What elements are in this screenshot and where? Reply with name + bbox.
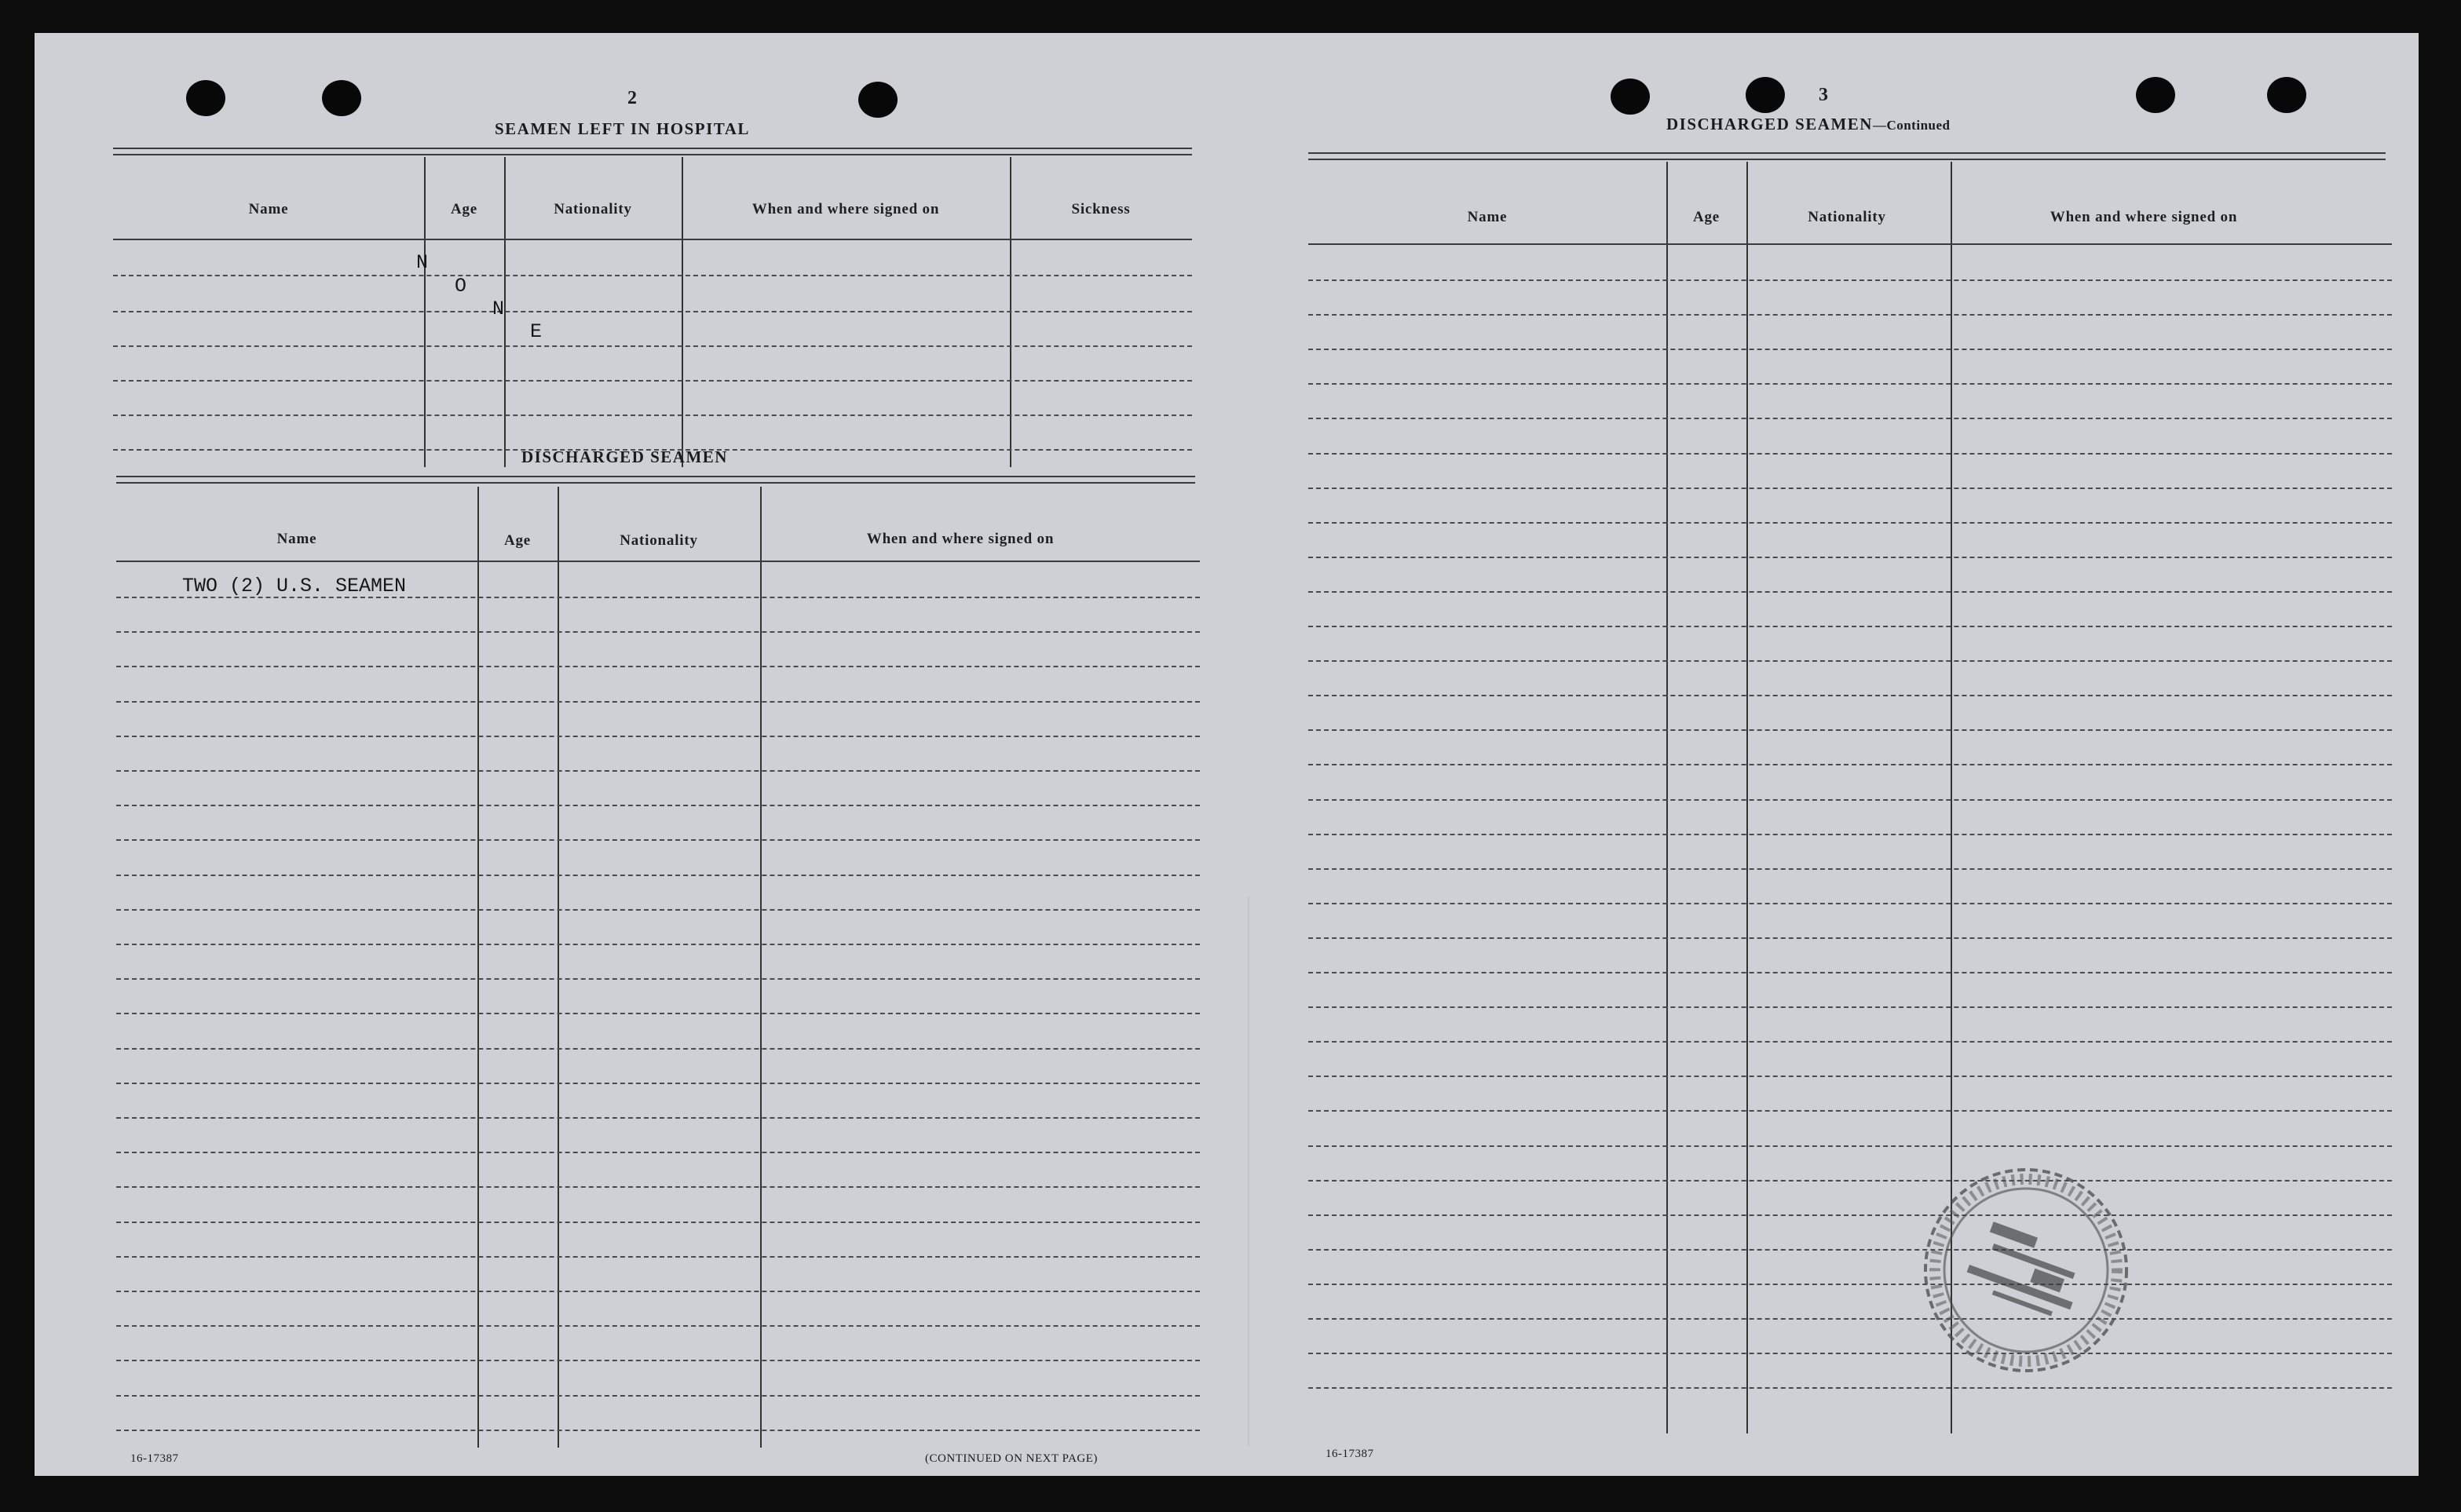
row-line (1308, 1076, 2392, 1077)
row-line (1308, 626, 2392, 627)
row-line (116, 1083, 1200, 1084)
title-rule (113, 148, 1192, 155)
row-line (116, 770, 1200, 772)
column-header-age: Age (503, 532, 532, 549)
row-line (1308, 660, 2392, 662)
title-rule (116, 476, 1195, 484)
row-line (116, 666, 1200, 667)
row-line (1308, 1041, 2392, 1043)
typed-letter: O (455, 275, 467, 298)
row-line (116, 839, 1200, 841)
row-line (116, 978, 1200, 980)
row-line (1308, 591, 2392, 593)
hospital-table (113, 157, 1192, 467)
row-line (1308, 764, 2392, 765)
row-line (116, 1256, 1200, 1258)
title-main: DISCHARGED SEAMEN (1666, 115, 1873, 133)
row-line (116, 1013, 1200, 1014)
row-line (1308, 972, 2392, 973)
column-header-age: Age (1692, 209, 1721, 225)
discharged-continued-table (1308, 162, 2392, 1433)
row-line (116, 1117, 1200, 1119)
header-rule (1308, 243, 2392, 245)
title-rule (1308, 152, 2386, 160)
document-sheet (35, 33, 2419, 1476)
row-line (1308, 1318, 2392, 1320)
row-line (116, 631, 1200, 633)
header-rule (113, 239, 1192, 240)
typed-letter: N (416, 251, 429, 274)
column-header-signed-on: When and where signed on (751, 201, 940, 217)
row-line (1308, 1353, 2392, 1354)
column-header-age: Age (450, 201, 478, 217)
page-number: 3 (1819, 85, 1828, 105)
row-line (1308, 279, 2392, 281)
column-header-name: Name (276, 531, 317, 547)
row-line (1308, 1180, 2392, 1181)
row-line (113, 275, 1192, 276)
row-line (1308, 834, 2392, 835)
column-header-name: Name (1467, 209, 1508, 225)
row-line (1308, 868, 2392, 870)
row-line (116, 1360, 1200, 1361)
row-line (116, 1325, 1200, 1327)
row-line (116, 1291, 1200, 1292)
column-header-sickness: Sickness (1071, 201, 1131, 217)
row-line (1308, 903, 2392, 904)
row-line (116, 805, 1200, 806)
column-header-nationality: Nationality (554, 201, 632, 217)
row-line (113, 345, 1192, 347)
punch-hole (322, 80, 361, 116)
row-line (1308, 1249, 2392, 1251)
row-line (1308, 729, 2392, 731)
punch-hole (2136, 77, 2175, 113)
punch-hole (2267, 77, 2306, 113)
column-header-nationality: Nationality (1808, 209, 1886, 225)
row-line (1308, 1110, 2392, 1112)
row-line (116, 875, 1200, 876)
punch-hole (1611, 79, 1650, 115)
row-line (1308, 488, 2392, 489)
row-line (116, 1186, 1200, 1188)
row-line (1308, 1006, 2392, 1008)
row-line (1308, 453, 2392, 455)
column-header-nationality: Nationality (620, 532, 698, 549)
row-line (116, 1222, 1200, 1223)
row-line (1308, 349, 2392, 350)
row-line (1308, 383, 2392, 385)
row-line (116, 701, 1200, 703)
row-line (1308, 1387, 2392, 1389)
row-line (116, 1430, 1200, 1431)
punch-hole (186, 80, 225, 116)
punch-hole (858, 82, 898, 118)
row-line (116, 909, 1200, 911)
row-line (1308, 418, 2392, 419)
row-line (1308, 695, 2392, 696)
row-line (1308, 1284, 2392, 1285)
typed-letter: N (492, 298, 505, 320)
row-line (1308, 557, 2392, 558)
column-header-signed-on: When and where signed on (2050, 209, 2238, 225)
row-line (116, 1395, 1200, 1397)
row-line (116, 736, 1200, 737)
row-line (1308, 522, 2392, 524)
page-fold (1248, 897, 1249, 1446)
continued-note: (CONTINUED ON NEXT PAGE) (925, 1452, 1098, 1465)
form-number: 16-17387 (1326, 1448, 1374, 1460)
typed-letter: E (530, 320, 543, 343)
discharged-table (116, 487, 1200, 1448)
row-line (1308, 314, 2392, 316)
row-line (1308, 799, 2392, 801)
row-line (1308, 937, 2392, 939)
column-divider (1746, 162, 1748, 1433)
row-line (116, 944, 1200, 945)
form-number: 16-17387 (130, 1452, 179, 1465)
row-line (1308, 1145, 2392, 1147)
row-line (116, 1048, 1200, 1050)
postmark-stamp (1916, 1160, 2136, 1380)
title-suffix: —Continued (1872, 118, 1951, 133)
row-line (113, 415, 1192, 416)
row-line (116, 1152, 1200, 1153)
discharged-continued-title (1666, 115, 1950, 134)
discharged-section-title: DISCHARGED SEAMEN (521, 447, 728, 466)
row-line (113, 311, 1192, 312)
header-rule (116, 561, 1200, 562)
hospital-section-title: SEAMEN LEFT IN HOSPITAL (495, 119, 750, 138)
column-divider (1666, 162, 1668, 1433)
punch-hole (1746, 77, 1785, 113)
discharged-entry: TWO (2) U.S. SEAMEN (182, 575, 407, 597)
row-line (113, 380, 1192, 382)
row-line (1308, 1214, 2392, 1216)
column-header-signed-on: When and where signed on (866, 531, 1055, 547)
column-header-name: Name (248, 201, 289, 217)
page-number: 2 (627, 88, 637, 108)
